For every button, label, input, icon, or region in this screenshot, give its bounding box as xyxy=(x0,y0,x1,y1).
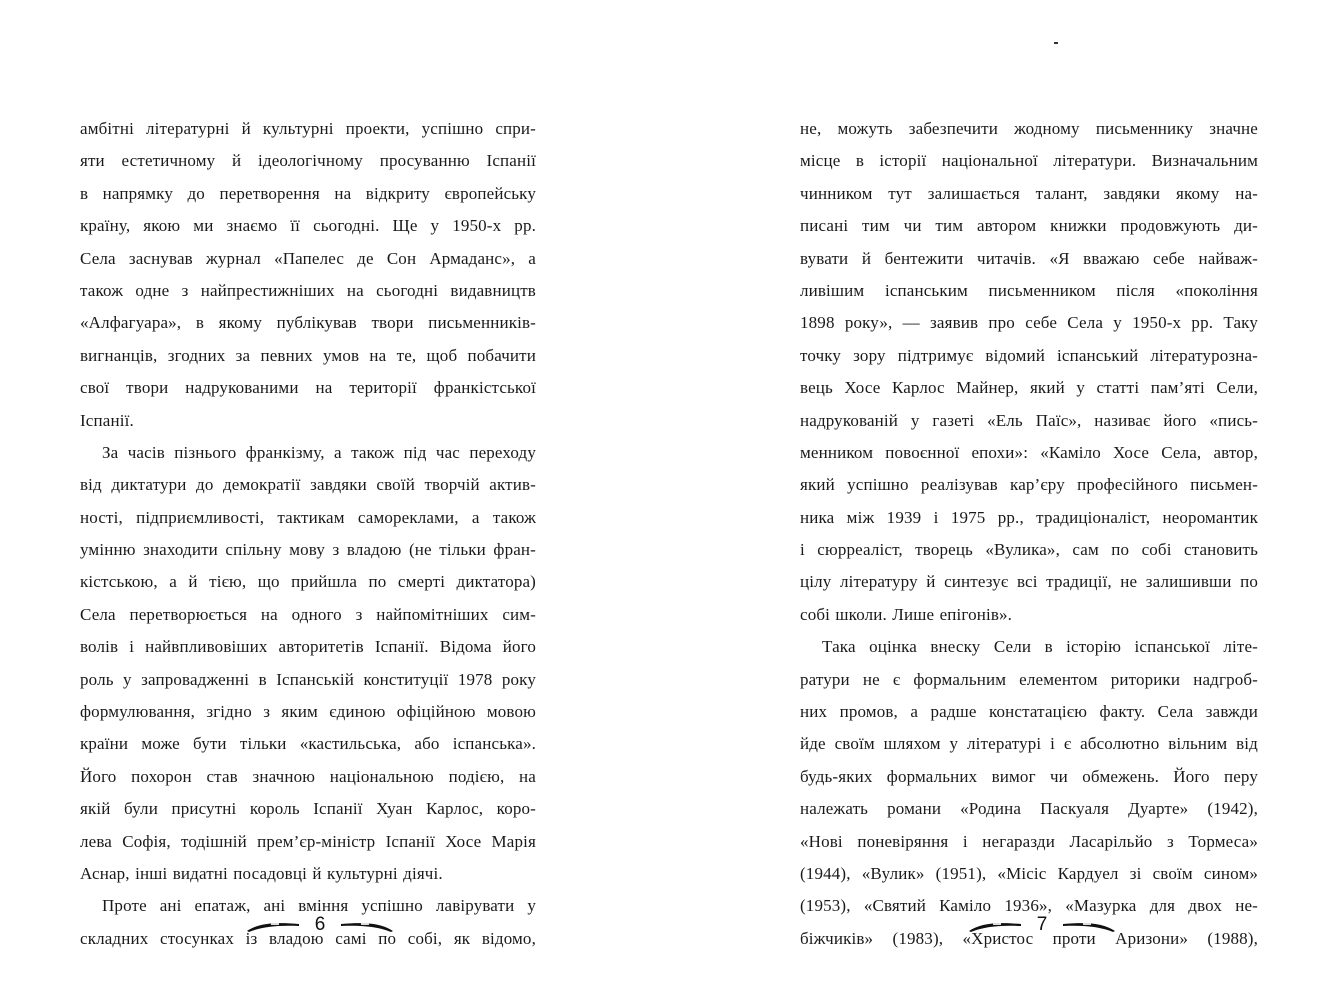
text-line: вигнанців, згодних за певних умов на те, щоб побачити xyxy=(80,345,536,365)
text-line: формулювання, згідно з яким єдиною офіційною мовою xyxy=(80,702,536,722)
text-line: якій були присутні король Іспанії Хуан Карлос, коро- xyxy=(80,799,536,819)
text-line: ратури не є формальним елементом риторики надгроб- xyxy=(800,669,1258,689)
text-line: і сюрреаліст, творець «Вулика», сам по собі становить xyxy=(800,540,1258,560)
text-line: За часів пізнього франкізму, а також під час переходу xyxy=(102,442,536,462)
text-line: в напрямку до перетворення на відкриту європейську xyxy=(80,183,536,203)
text-line: біжчиків» (1983), «Христос проти Аризони» (1988), xyxy=(800,928,1258,948)
text-line: писані тим чи тим автором книжки продовжують ди- xyxy=(800,216,1258,236)
text-line: належать романи «Родина Паскуаля Дуарте» (1942), xyxy=(800,799,1258,819)
text-line: амбітні літературні й культурні проекти, успішно спри- xyxy=(80,119,536,138)
text-line: ності, підприємливості, тактикам самореклами, а також xyxy=(80,507,536,527)
text-line: від диктатури до демократії завдяки своїй творчій актив- xyxy=(80,475,536,495)
text-line: яти естетичному й ідеологічному просуванню Іспанії xyxy=(80,151,536,171)
scan-speck xyxy=(1054,42,1058,44)
text-line: волів і найвпливовіших авторитетів Іспанії. Відома його xyxy=(80,637,536,657)
text-line: Села перетворюється на одного з найпомітніших сим- xyxy=(80,604,536,624)
text-line: вувати й бентежити читачів. «Я вважаю себе найваж- xyxy=(800,248,1258,268)
left-page-folio xyxy=(240,910,400,940)
text-line: точку зору підтримує відомий іспанський літературозна- xyxy=(800,345,1258,365)
left-ornament-icon xyxy=(967,917,1023,933)
right-ornament-icon xyxy=(1061,917,1117,933)
text-line: свої твори надрукованими на території франкістської xyxy=(80,378,536,398)
text-line: країну, якою ми знаємо її сьогодні. Ще у 1950-х рр. xyxy=(80,216,536,236)
text-line: місце в історії національної літератури. Визначальним xyxy=(800,151,1258,171)
text-line: лева Софія, тодішній прем’єр-міністр Іспанії Хосе Марія xyxy=(80,831,536,851)
right-ornament-icon xyxy=(339,917,395,933)
text-line: Села заснував журнал «Папелес де Сон Армаданс», а xyxy=(80,248,536,268)
text-line: Проте ані епатаж, ані вміння успішно лавірувати у xyxy=(102,896,536,916)
text-line: Його похорон став значною національною подією, на xyxy=(80,766,536,786)
text-line: роль у запровадженні в Іспанській конституції 1978 року xyxy=(80,669,536,689)
text-line: також одне з найпрестижніших на сьогодні видавництв xyxy=(80,280,536,300)
left-page-text xyxy=(80,113,536,955)
text-line: 1898 року», — заявив про себе Села у 1950-х рр. Таку xyxy=(800,313,1258,333)
text-line: «Нові поневіряння і негаразди Ласарільйо з Тормеса» xyxy=(800,831,1258,851)
text-line: (1944), «Вулик» (1951), «Місіс Кардуел зі своїм сином» xyxy=(800,863,1258,883)
page-number-left: 6 xyxy=(314,914,326,935)
text-line: умінню знаходити спільну мову з владою (не тільки фран- xyxy=(80,540,536,560)
text-line: Така оцінка внеску Сели в історію іспанської літе- xyxy=(822,637,1258,657)
text-line: ливішим іспанським письменником після «покоління xyxy=(800,280,1258,300)
text-line: не, можуть забезпечити жодному письменнику значне xyxy=(800,119,1258,138)
text-line: (1953), «Святий Каміло 1936», «Мазурка для двох не- xyxy=(800,896,1258,916)
text-line: йде своїм шляхом у літературі і є абсолютно вільним від xyxy=(800,734,1258,754)
text-line: вець Хосе Карлос Майнер, який у статті пам’яті Сели, xyxy=(800,378,1258,398)
text-line: менником повоєнної епохи»: «Каміло Хосе Села, автор, xyxy=(800,442,1258,462)
text-line: який успішно реалізував кар’єру професійного письмен- xyxy=(800,475,1258,495)
right-page-text xyxy=(800,113,1258,955)
left-ornament-icon xyxy=(245,917,301,933)
text-line: собі школи. Лише епігонів». xyxy=(800,604,1013,624)
page-number-right: 7 xyxy=(1036,914,1048,935)
text-line: цілу літературу й синтезує всі традиції, не залишивши по xyxy=(800,572,1258,592)
text-line: надрукованій у газеті «Ель Паїс», називає його «пись- xyxy=(800,410,1258,430)
text-line: «Алфагуара», в якому публікував твори письменників- xyxy=(80,313,536,333)
text-line: складних стосунках із владою самі по собі, як відомо, xyxy=(80,928,536,948)
text-line: чинником тут залишається талант, завдяки якому на- xyxy=(800,183,1258,203)
text-line: Аснар, інші видатні посадовці й культурні діячі. xyxy=(80,863,443,883)
text-line: Іспанії. xyxy=(80,410,134,430)
text-line: країни може бути тільки «кастильська, або іспанська». xyxy=(80,734,536,754)
text-line: ника між 1939 і 1975 рр., традиціоналіст, неоромантик xyxy=(800,507,1258,527)
text-line: будь-яких формальних вимог чи обмежень. Його перу xyxy=(800,766,1258,786)
text-line: них промов, а радше констатацією факту. Села завжди xyxy=(800,702,1258,722)
right-page-folio xyxy=(962,910,1122,940)
text-line: кістською, а й тією, що прийшла по смерті диктатора) xyxy=(80,572,536,592)
